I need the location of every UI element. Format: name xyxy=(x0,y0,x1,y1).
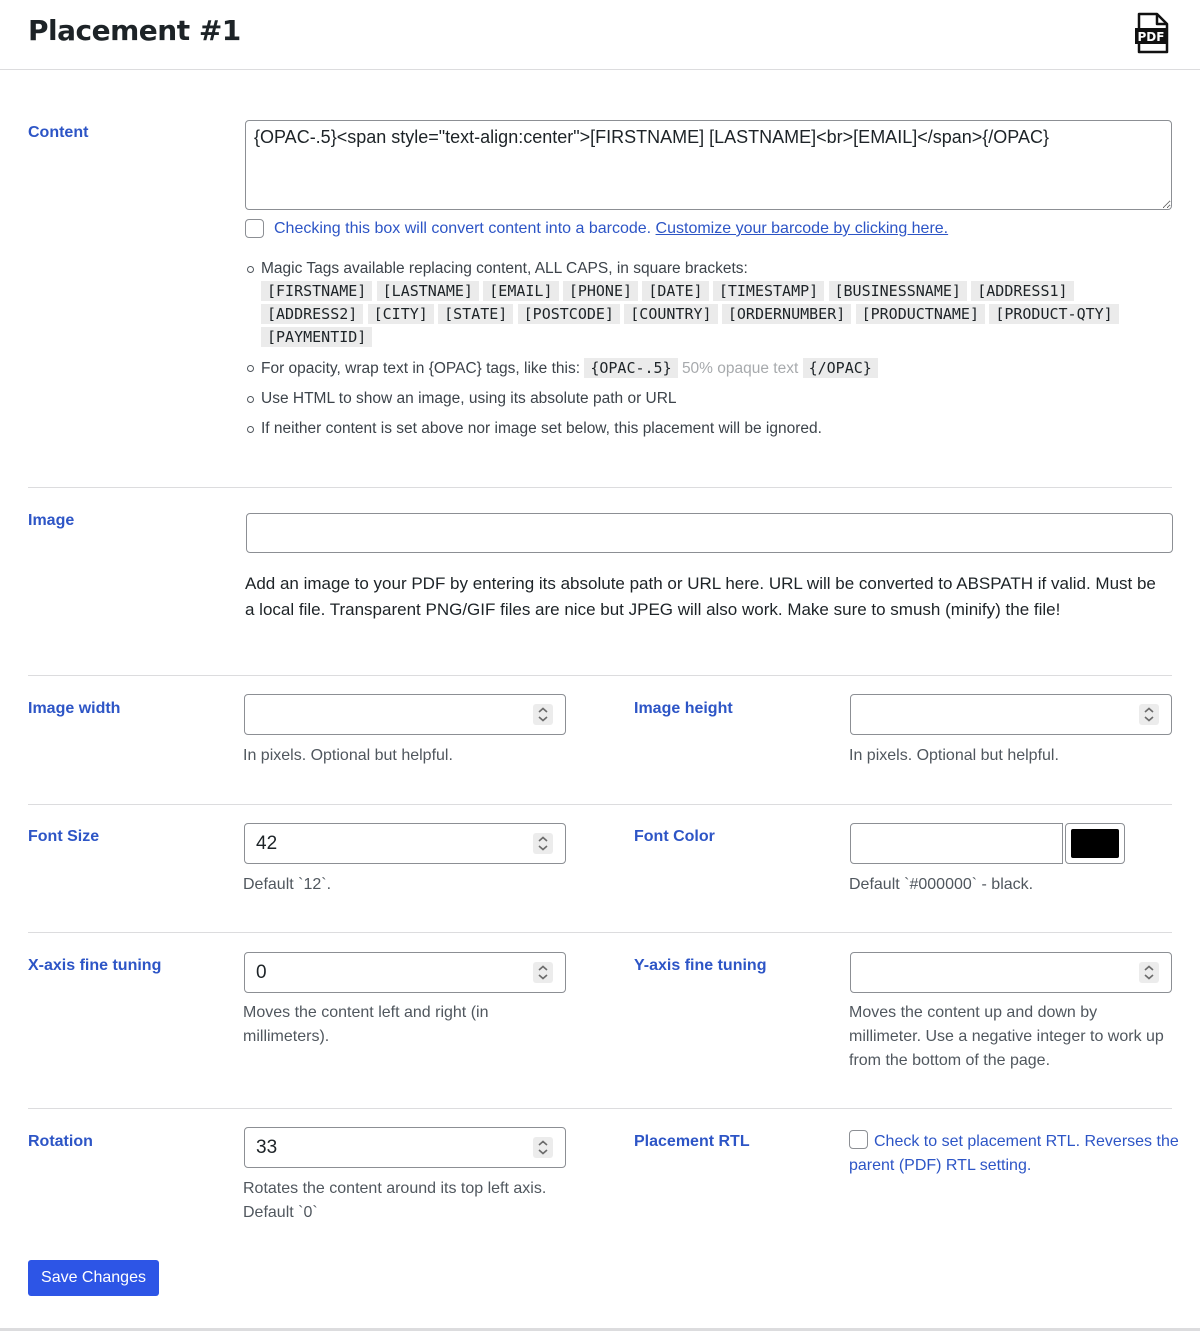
image-width-input[interactable] xyxy=(244,694,566,735)
content-tips xyxy=(245,258,1145,448)
image-label: Image xyxy=(28,512,75,529)
divider xyxy=(28,675,1172,676)
magic-tag: [ADDRESS2] xyxy=(261,304,363,324)
font-size-label: Font Size xyxy=(28,828,100,845)
magic-tags-tip xyxy=(245,258,1145,349)
number-spinner-icon[interactable] xyxy=(533,833,553,854)
pdf-icon[interactable] xyxy=(1133,12,1171,54)
magic-tag: [ORDERNUMBER] xyxy=(722,304,851,324)
content-label: Content xyxy=(28,124,89,141)
image-height-description: In pixels. Optional but helpful. xyxy=(849,747,1059,764)
image-path-input[interactable] xyxy=(246,513,1173,553)
font-size-description: Default `12`. xyxy=(243,876,332,893)
x-axis-label: X-axis fine tuning xyxy=(28,957,162,974)
magic-tag: [EMAIL] xyxy=(483,281,558,301)
magic-tag: [STATE] xyxy=(438,304,513,324)
ignore-tip: If neither content is set above nor image set below, this placement will be ignored. xyxy=(245,418,1145,440)
x-axis-input[interactable] xyxy=(244,952,566,993)
divider xyxy=(28,932,1172,933)
magic-tag: [ADDRESS1] xyxy=(971,281,1073,301)
barcode-checkbox[interactable] xyxy=(245,219,264,238)
magic-tag: [TIMESTAMP] xyxy=(713,281,824,301)
rtl-description: Check to set placement RTL. Reverses the parent (PDF) RTL setting. xyxy=(849,1133,1179,1174)
page-header xyxy=(0,0,1200,70)
page-title: Placement #1 xyxy=(28,14,241,47)
font-color-picker[interactable] xyxy=(1065,823,1125,864)
magic-tags-intro: Magic Tags available replacing content, ALL CAPS, in square brackets: xyxy=(261,260,748,277)
html-tip: Use HTML to show an image, using its absolute path or URL xyxy=(245,388,1145,410)
magic-tag: [POSTCODE] xyxy=(518,304,620,324)
number-spinner-icon[interactable] xyxy=(1139,704,1159,725)
number-spinner-icon[interactable] xyxy=(533,962,553,983)
divider xyxy=(28,487,1172,488)
rtl-option xyxy=(849,1130,1179,1178)
magic-tag: [DATE] xyxy=(642,281,708,301)
opacity-sample: 50% opaque text xyxy=(681,360,799,377)
rotation-description: Rotates the content around its top left axis. Default `0` xyxy=(243,1180,547,1221)
magic-tag: [FIRSTNAME] xyxy=(261,281,372,301)
image-width-description: In pixels. Optional but helpful. xyxy=(243,747,453,764)
number-spinner-icon[interactable] xyxy=(1139,962,1159,983)
image-height-input[interactable] xyxy=(850,694,1172,735)
opacity-open-tag: {OPAC-.5} xyxy=(584,358,677,378)
image-width-label: Image width xyxy=(28,700,121,717)
magic-tag: [PRODUCTNAME] xyxy=(856,304,985,324)
magic-tag: [LASTNAME] xyxy=(377,281,479,301)
font-size-value: 42 xyxy=(256,833,278,854)
rtl-checkbox[interactable] xyxy=(849,1130,868,1149)
font-color-input[interactable] xyxy=(850,823,1063,864)
color-swatch xyxy=(1071,829,1119,858)
content-textarea[interactable] xyxy=(245,120,1172,210)
customize-barcode-link[interactable]: Customize your barcode by clicking here. xyxy=(655,220,949,237)
x-axis-description: Moves the content left and right (in millimeters). xyxy=(243,1004,489,1045)
rotation-label: Rotation xyxy=(28,1133,93,1150)
magic-tag: [CITY] xyxy=(368,304,434,324)
font-color-description: Default `#000000` - black. xyxy=(849,876,1034,893)
barcode-note xyxy=(274,220,948,238)
rotation-value: 33 xyxy=(256,1137,278,1158)
barcode-note-text: Checking this box will convert content into a barcode. xyxy=(274,220,652,237)
divider xyxy=(28,1108,1172,1109)
opacity-intro: For opacity, wrap text in {OPAC} tags, like this: xyxy=(261,360,581,377)
rtl-label: Placement RTL xyxy=(634,1133,750,1150)
magic-tag: [PRODUCT-QTY] xyxy=(989,304,1118,324)
image-height-label: Image height xyxy=(634,700,733,717)
y-axis-label: Y-axis fine tuning xyxy=(634,957,767,974)
font-color-label: Font Color xyxy=(634,828,715,845)
divider xyxy=(28,804,1172,805)
magic-tag: [PHONE] xyxy=(563,281,638,301)
svg-text:PDF: PDF xyxy=(1137,30,1165,44)
number-spinner-icon[interactable] xyxy=(533,1137,553,1158)
font-size-input[interactable] xyxy=(244,823,566,864)
magic-tag: [BUSINESSNAME] xyxy=(829,281,967,301)
y-axis-description: Moves the content up and down by millimeter. Use a negative integer to work up from the bottom of the page. xyxy=(849,1004,1164,1069)
opacity-close-tag: {/OPAC} xyxy=(803,358,878,378)
number-spinner-icon[interactable] xyxy=(533,704,553,725)
x-axis-value: 0 xyxy=(256,962,267,983)
opacity-tip xyxy=(245,357,1145,380)
magic-tag: [PAYMENTID] xyxy=(261,327,372,347)
save-changes-button[interactable]: Save Changes xyxy=(28,1260,159,1296)
rotation-input[interactable] xyxy=(244,1127,566,1168)
y-axis-input[interactable] xyxy=(850,952,1172,993)
magic-tag: [COUNTRY] xyxy=(624,304,717,324)
magic-tags-list xyxy=(261,280,1145,349)
image-description: Add an image to your PDF by entering its absolute path or URL here. URL will be converted to ABSPATH if valid. Must be a local file. Transparent PNG/GIF files are nice but JPEG will also work. Make sure to smush (minify) the file! xyxy=(245,574,1156,619)
